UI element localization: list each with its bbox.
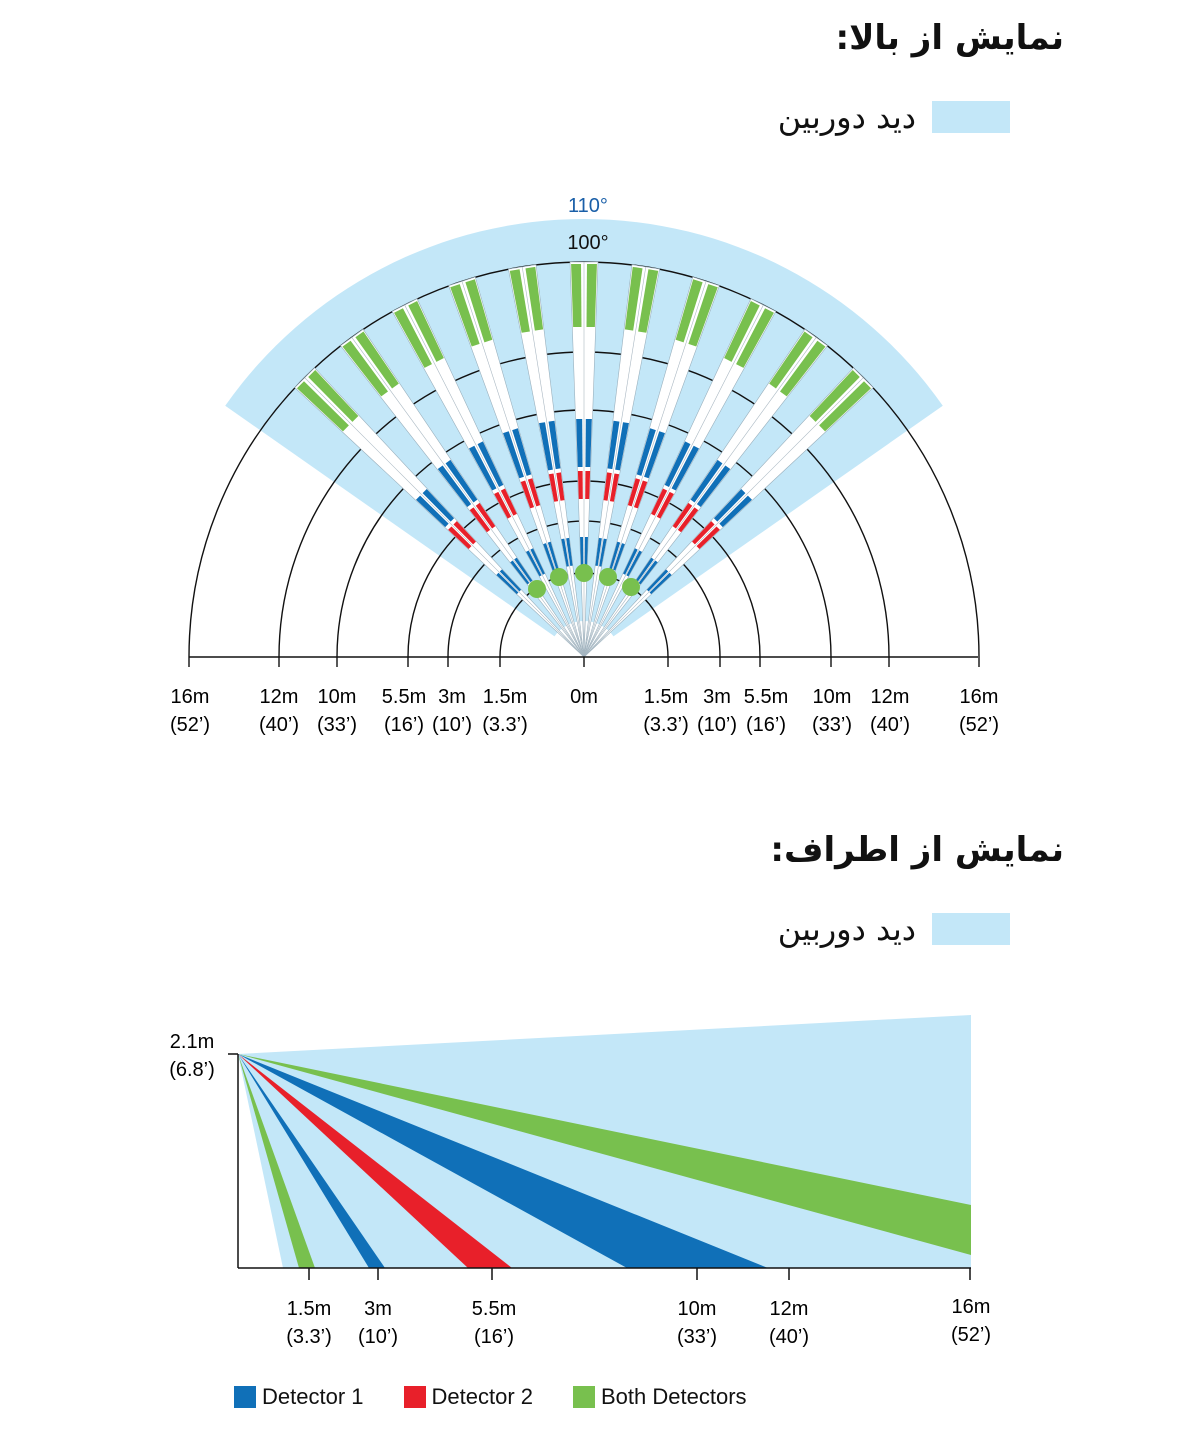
side-tick-marks: [309, 1268, 970, 1280]
legend-detector2: [404, 1384, 534, 1410]
detector1-swatch: [234, 1386, 256, 1408]
detector2-label: Detector 2: [431, 1384, 533, 1409]
tick-label-ft: (33’): [811, 714, 853, 736]
tick-label-m: 12m: [870, 686, 910, 708]
tick-label-ft: (52’): [958, 714, 1000, 736]
both-swatch: [573, 1386, 595, 1408]
top-view-diagram: [0, 180, 1180, 760]
legend-both: [573, 1384, 747, 1410]
top-view-heading: نمایش از بالا:: [835, 18, 1064, 58]
tick-label-m: 1.5m: [643, 686, 689, 708]
tick-marks: [189, 657, 979, 667]
camera-view-swatch: [932, 913, 1010, 945]
tick-label-ft: (40’): [258, 714, 300, 736]
tick-label-ft: (10’): [431, 714, 473, 736]
tick-label-m: 3m: [703, 686, 731, 708]
height-label-m: 2.1m: [169, 1031, 215, 1053]
sensor-dot: [575, 564, 593, 582]
tick-label-m: 1.5m: [482, 686, 528, 708]
height-label-ft: (6.8’): [169, 1059, 215, 1081]
tick-label-m: 16m: [951, 1296, 991, 1318]
tick-label-m: 5.5m: [381, 686, 427, 708]
tick-label-ft: (40’): [869, 714, 911, 736]
tick-label-m: 1.5m: [286, 1298, 332, 1320]
tick-label-m: 10m: [812, 686, 852, 708]
tick-label-m: 16m: [170, 686, 210, 708]
angle-110-label: 110°: [568, 195, 608, 217]
tick-label-ft: (33’): [316, 714, 358, 736]
tick-label-ft: (16’): [383, 714, 425, 736]
top-view-legend: [778, 98, 1010, 136]
tick-label-ft: (3.3’): [643, 714, 689, 736]
top-tick-labels: [170, 686, 999, 736]
side-view-legend: [778, 910, 1010, 948]
camera-view-label: دید دوربین: [777, 98, 916, 136]
tick-label-m: 3m: [364, 1298, 392, 1320]
tick-label-m: 5.5m: [471, 1298, 517, 1320]
legend-detector1: [234, 1384, 364, 1410]
tick-label-m: 12m: [259, 686, 299, 708]
tick-label-m: 10m: [317, 686, 357, 708]
sensor-dot: [622, 578, 640, 596]
sensor-dot: [528, 580, 546, 598]
tick-label-ft: (3.3’): [482, 714, 528, 736]
tick-label-ft: (16’): [745, 714, 787, 736]
tick-label-m: 0m: [570, 686, 598, 708]
detector2-swatch: [404, 1386, 426, 1408]
tick-label-m: 3m: [438, 686, 466, 708]
tick-label-ft: (16’): [473, 1326, 515, 1348]
angle-100-label: 100°: [567, 232, 609, 254]
tick-label-m: 16m: [959, 686, 999, 708]
side-view-diagram: [0, 1000, 1180, 1370]
detector1-label: Detector 1: [262, 1384, 364, 1409]
both-label: Both Detectors: [601, 1384, 747, 1409]
camera-view-swatch: [932, 101, 1010, 133]
camera-view-label: دید دوربین: [777, 910, 916, 948]
tick-label-m: 5.5m: [743, 686, 789, 708]
tick-label-ft: (40’): [768, 1326, 810, 1348]
sensor-dot: [599, 568, 617, 586]
tick-label-ft: (10’): [357, 1326, 399, 1348]
side-view-heading: نمایش از اطراف:: [770, 830, 1064, 870]
tick-label-m: 10m: [677, 1298, 717, 1320]
tick-label-ft: (52’): [169, 714, 211, 736]
sensor-dot: [550, 568, 568, 586]
tick-label-m: 12m: [769, 1298, 809, 1320]
tick-label-ft: (3.3’): [286, 1326, 332, 1348]
tick-label-ft: (33’): [676, 1326, 718, 1348]
side-tick-labels: [286, 1296, 991, 1348]
tick-label-ft: (10’): [696, 714, 738, 736]
tick-label-ft: (52’): [950, 1324, 992, 1346]
detector-legend: [234, 1384, 747, 1410]
